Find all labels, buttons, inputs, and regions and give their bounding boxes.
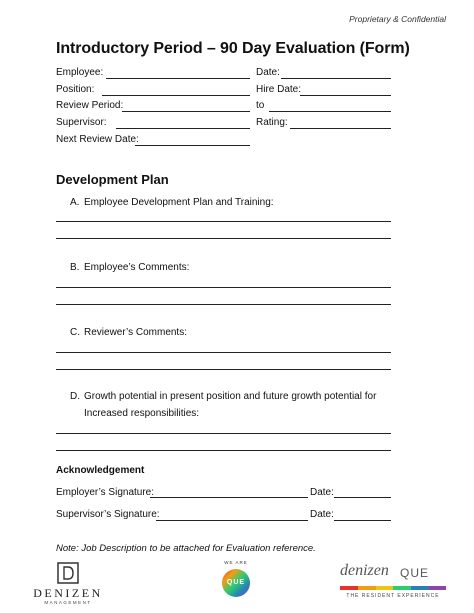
next-review-date-field[interactable] [135, 145, 250, 146]
review-period-end-field[interactable] [269, 111, 391, 112]
item-c-letter: C. [70, 327, 80, 338]
item-d-line-1[interactable] [56, 433, 391, 434]
item-b-line-1[interactable] [56, 287, 391, 288]
supervisor-field[interactable] [116, 128, 250, 129]
item-d-line-2[interactable] [56, 450, 391, 451]
confidential-label: Proprietary & Confidential [349, 14, 446, 24]
denizen-management-logo [28, 562, 108, 606]
development-plan-heading: Development Plan [56, 172, 169, 187]
employer-signature-field[interactable] [150, 497, 308, 498]
employer-date-label: Date: [310, 487, 334, 498]
review-period-start-field[interactable] [122, 111, 250, 112]
denizen-mark-icon [57, 562, 79, 584]
denizen-script-text: denizen [340, 562, 389, 579]
item-a-line-2[interactable] [56, 238, 391, 239]
resident-experience-tagline: THE RESIDENT EXPERIENCE [346, 593, 440, 599]
denizen-wordmark: DENIZEN [33, 586, 103, 600]
rating-field[interactable] [290, 128, 391, 129]
employee-label: Employee: [56, 67, 104, 78]
item-a-text: Employee Development Plan and Training: [84, 197, 274, 208]
que-circle-text: QUE [226, 579, 246, 586]
item-d-text-2: Increased responsibilities: [84, 408, 200, 419]
supervisor-date-label: Date: [310, 509, 334, 520]
item-b-text: Employee’s Comments: [84, 262, 190, 273]
position-field[interactable] [102, 95, 250, 96]
employer-date-field[interactable] [334, 497, 391, 498]
acknowledgement-heading: Acknowledgement [56, 465, 145, 476]
supervisor-label: Supervisor: [56, 117, 107, 128]
employee-field[interactable] [106, 78, 250, 79]
supervisor-date-field[interactable] [334, 520, 391, 521]
supervisor-signature-label: Supervisor’s Signature: [56, 509, 160, 520]
form-title: Introductory Period – 90 Day Evaluation (Form) [56, 40, 410, 57]
review-period-label: Review Period: [56, 100, 124, 111]
employer-signature-label: Employer’s Signature: [56, 487, 155, 498]
position-label: Position: [56, 84, 95, 95]
we-are-text: WE ARE [224, 560, 248, 565]
item-a-letter: A. [70, 197, 80, 208]
que-wordmark: QUE [400, 566, 430, 580]
date-field[interactable] [281, 78, 391, 79]
next-review-date-label: Next Review Date: [56, 134, 139, 145]
evaluation-note: Note: Job Description to be attached for Evaluation reference. [56, 543, 316, 554]
supervisor-signature-field[interactable] [156, 520, 308, 521]
item-c-line-2[interactable] [56, 369, 391, 370]
denizen-que-logo [340, 562, 450, 608]
item-b-line-2[interactable] [56, 304, 391, 305]
rating-label: Rating: [256, 117, 288, 128]
to-label: to [256, 100, 265, 111]
item-a-line-1[interactable] [56, 221, 391, 222]
rainbow-bar-icon [340, 586, 446, 590]
date-label: Date: [256, 67, 280, 78]
item-c-text: Reviewer’s Comments: [84, 327, 187, 338]
item-b-letter: B. [70, 262, 80, 273]
item-d-letter: D. [70, 391, 80, 402]
item-c-line-1[interactable] [56, 352, 391, 353]
hire-date-label: Hire Date: [256, 84, 302, 95]
item-d-text: Growth potential in present position and future growth potential for [84, 391, 377, 402]
management-subtitle: MANAGEMENT [44, 600, 92, 605]
we-are-que-logo [216, 560, 256, 610]
hire-date-field[interactable] [300, 95, 391, 96]
